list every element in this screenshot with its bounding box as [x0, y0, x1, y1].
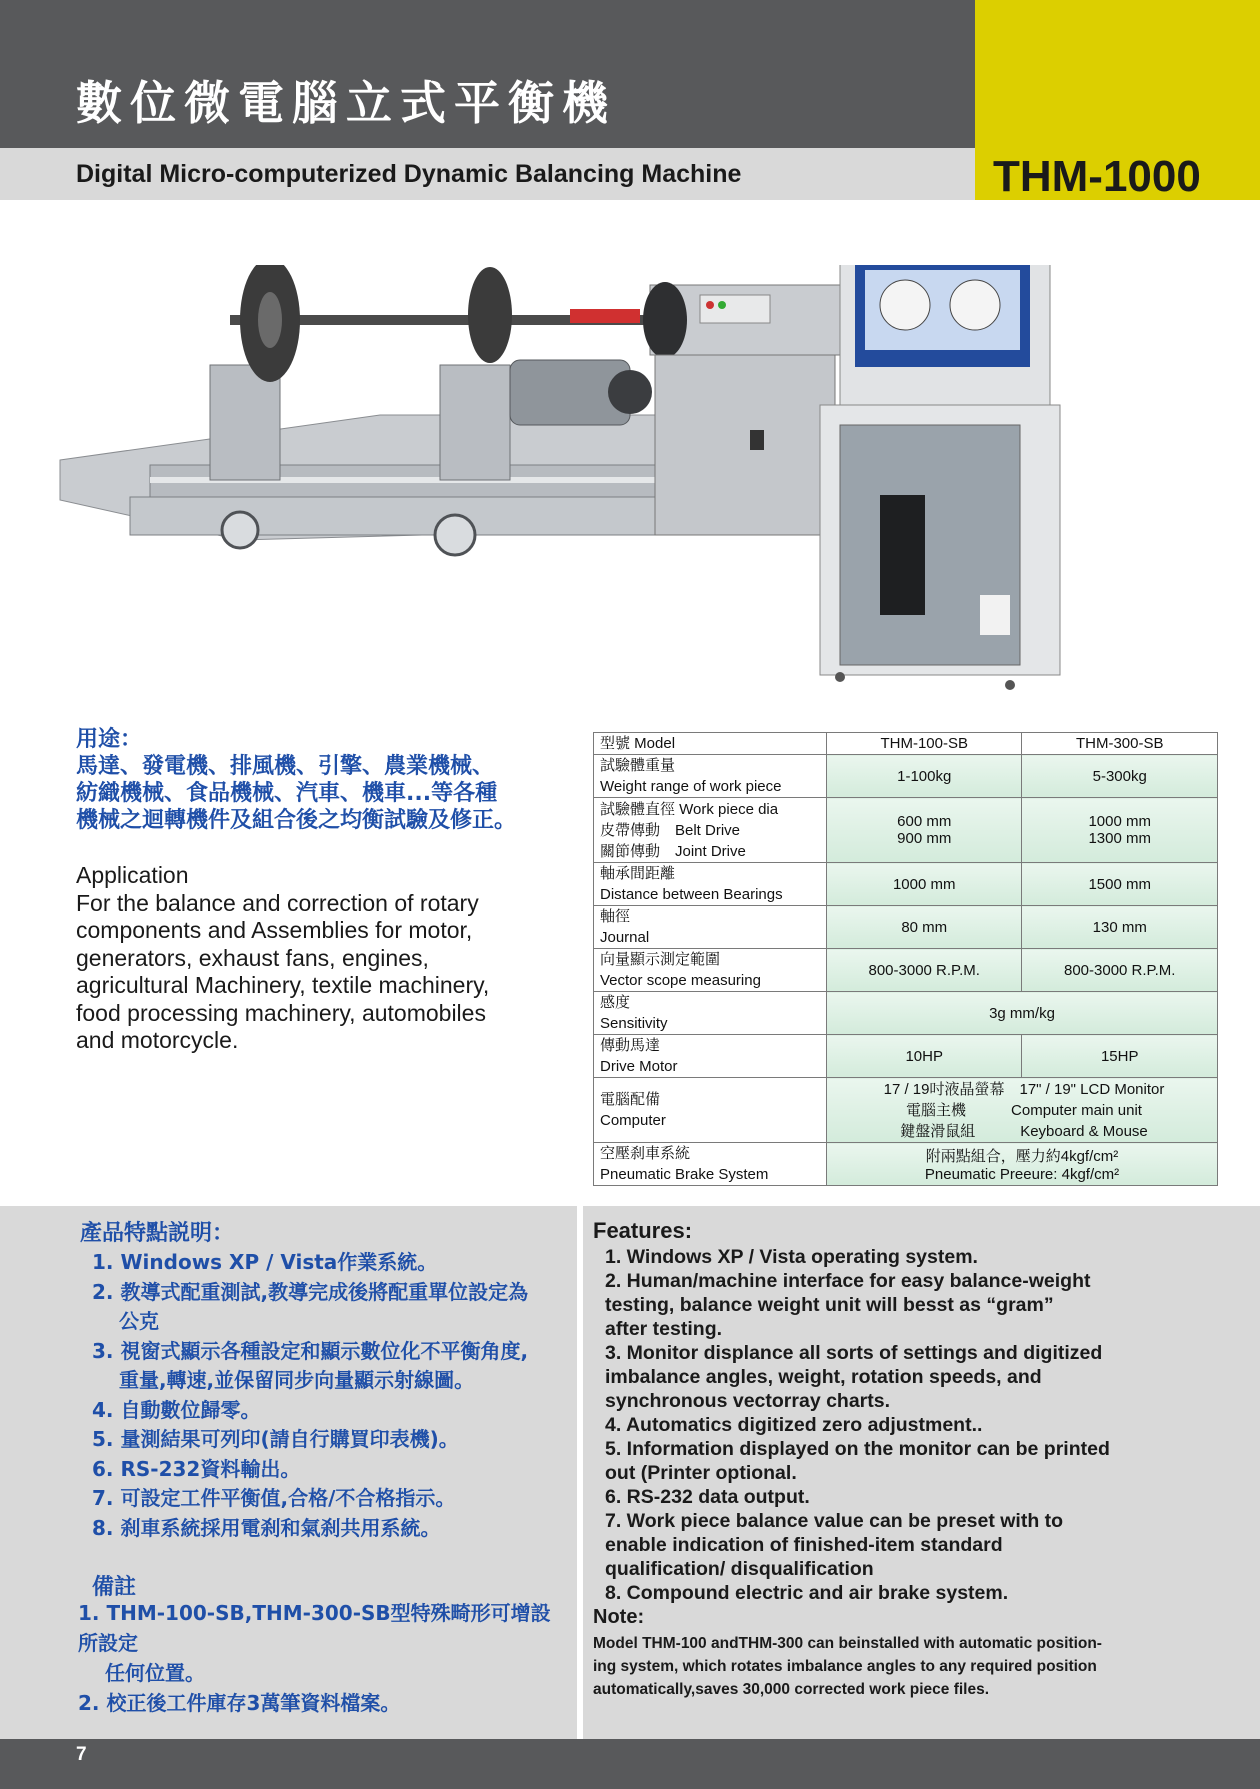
bearing-label: [594, 863, 827, 906]
spec-table: [593, 732, 1218, 1186]
weight-label-cn: 試驗體重量: [600, 757, 676, 774]
journal-label-en: Journal: [600, 929, 650, 946]
table-row: [594, 798, 1218, 863]
diameter-label: [594, 798, 827, 863]
sensitivity-label: [594, 992, 827, 1035]
footer-band: [0, 1739, 1260, 1789]
table-row: [594, 949, 1218, 992]
bearing-label-en: Distance between Bearings: [600, 886, 783, 903]
model-col-1: THM-100-SB: [827, 733, 1022, 755]
computer-line: 17 / 19吋液晶螢幕 17" / 19" LCD Monitor: [883, 1080, 1165, 1098]
note-cn-list: [78, 1598, 568, 1718]
diameter-1: [827, 798, 1022, 863]
bearing-2: 1500 mm: [1022, 863, 1218, 906]
list-item: 7. Work piece balance value can be preset with to: [605, 1510, 1064, 1532]
diameter-label-2: 皮帶傳動 Belt Drive: [600, 821, 741, 839]
journal-label: [594, 906, 827, 949]
table-row: [594, 992, 1218, 1035]
brake-label-cn: 空壓刹車系統: [600, 1145, 691, 1162]
list-item: 公克: [92, 1309, 159, 1333]
application-heading-en: Application: [76, 862, 189, 888]
application-line-en: components and Assemblies for motor,: [76, 917, 473, 943]
motor-label-en: Drive Motor: [600, 1058, 678, 1075]
weight-2: 5-300kg: [1022, 755, 1218, 798]
application-line-cn: 馬達、發電機、排風機、引擎、農業機械、: [76, 754, 495, 779]
diameter-1-joint: 900 mm: [897, 830, 952, 847]
brake-line: Pneumatic Preeure: 4kgf/cm²: [924, 1166, 1120, 1183]
list-item: 8. 刹車系統採用電刹和氣刹共用系統。: [92, 1515, 441, 1540]
features-cn-title: 產品特點説明：: [80, 1221, 235, 1246]
diameter-1-belt: 600 mm: [897, 813, 952, 830]
sensitivity-label-en: Sensitivity: [600, 1015, 668, 1032]
vector-label-cn: 向量顯示測定範圍: [600, 951, 721, 968]
note-line: Model THM-100 andTHM-300 can beinstalled with automatic position-: [593, 1635, 1102, 1652]
list-item: 3. 視窗式顯示各種設定和顯示數位化不平衡角度,: [92, 1338, 529, 1363]
application-line-en: agricultural Machinery, textile machinery,: [76, 972, 490, 998]
table-row: [594, 755, 1218, 798]
list-item: 4. 自動數位歸零。: [92, 1397, 261, 1422]
bearing-label-cn: 軸承間距離: [600, 865, 676, 882]
features-en-title: Features:: [593, 1218, 693, 1243]
motor-label-cn: 傳動馬達: [600, 1037, 661, 1054]
sensitivity-value: 3g mm/kg: [827, 992, 1218, 1035]
list-item: 6. RS-232 data output.: [605, 1486, 810, 1508]
list-item: 5. 量測結果可列印(請自行購買印表機)。: [92, 1427, 459, 1451]
list-item: 4. Automatics digitized zero adjustment..: [605, 1414, 983, 1436]
list-item: synchronous vectorray charts.: [605, 1390, 891, 1412]
computer-line: 電腦主機 Computer main unit: [906, 1101, 1142, 1119]
list-item: 2. 教導式配重測試,教導完成後將配重單位設定為: [92, 1279, 529, 1304]
table-row: [594, 863, 1218, 906]
application-chinese: [76, 726, 586, 834]
machine-photo: [50, 265, 1210, 705]
diameter-2-belt: 1000 mm: [1088, 813, 1151, 830]
table-row: [594, 1035, 1218, 1078]
list-item: 6. RS-232資料輸出。: [92, 1456, 301, 1481]
note-line: ing system, which rotates imbalance angles to any required position: [593, 1658, 1097, 1675]
table-row: [594, 1143, 1218, 1186]
page-number: 7: [76, 1744, 87, 1765]
note-line: automatically,saves 30,000 corrected work piece files.: [593, 1681, 990, 1698]
motor-1: 10HP: [827, 1035, 1022, 1078]
list-item: 2. 校正後工件庫存3萬筆資料檔案。: [78, 1691, 401, 1715]
computer-label-cn: 電腦配備: [600, 1091, 661, 1108]
diameter-2-joint: 1300 mm: [1088, 830, 1151, 847]
table-row: [594, 906, 1218, 949]
diameter-2: [1022, 798, 1218, 863]
list-item: 8. Compound electric and air brake system.: [605, 1582, 1009, 1604]
application-line-en: For the balance and correction of rotary: [76, 889, 479, 916]
list-item: qualification/ disqualification: [605, 1558, 874, 1580]
vector-label-en: Vector scope measuring: [600, 972, 761, 989]
computer-label: [594, 1078, 827, 1143]
features-en-list: [605, 1245, 1245, 1605]
journal-label-cn: 軸徑: [600, 908, 631, 925]
weight-1: 1-100kg: [827, 755, 1022, 798]
computer-value: [827, 1078, 1218, 1143]
computer-line: 鍵盤滑鼠組 Keyboard & Mouse: [900, 1122, 1148, 1140]
brake-label: [594, 1143, 827, 1186]
diameter-label-3: 關節傳動 Joint Drive: [600, 842, 746, 860]
list-item: out (Printer optional.: [605, 1462, 797, 1484]
computer-label-en: Computer: [600, 1112, 666, 1129]
journal-2: 130 mm: [1022, 906, 1218, 949]
list-item: after testing.: [605, 1318, 723, 1340]
header-yellow-block: [975, 0, 1260, 148]
page-title-english: Digital Micro-computerized Dynamic Balancing Machine: [76, 160, 742, 188]
table-row: [594, 1078, 1218, 1143]
weight-label-en: Weight range of work piece: [600, 778, 782, 795]
model-col-2: THM-300-SB: [1022, 733, 1218, 755]
list-item: 1. THM-100-SB,THM-300-SB型特殊畸形可增設所設定: [78, 1601, 551, 1655]
application-line-en: and motorcycle.: [76, 1027, 239, 1053]
table-row: [594, 733, 1218, 755]
model-code: THM-1000: [993, 152, 1201, 201]
application-english: [76, 862, 586, 1055]
list-item: 1. Windows XP / Vista作業系統。: [92, 1250, 438, 1274]
bearing-1: 1000 mm: [827, 863, 1022, 906]
list-item: 2. Human/machine interface for easy balance-weight: [605, 1270, 1091, 1292]
brake-line: 附兩點組合，壓力約4kgf/cm²: [925, 1148, 1119, 1165]
note-en-text: [593, 1632, 1223, 1701]
journal-1: 80 mm: [827, 906, 1022, 949]
list-item: enable indication of finished-item standard: [605, 1534, 1003, 1556]
list-item: 3. Monitor displance all sorts of settings and digitized: [605, 1342, 1103, 1364]
list-item: 1. Windows XP / Vista operating system.: [605, 1246, 978, 1268]
application-line-cn: 紡織機械、食品機械、汽車、機車...等各種: [76, 781, 498, 806]
list-item: 重量,轉速,並保留同步向量顯示射線圖。: [92, 1368, 475, 1392]
sensitivity-label-cn: 感度: [600, 994, 631, 1011]
weight-label: [594, 755, 827, 798]
diameter-label-1: 試驗體直徑 Work piece dia: [600, 800, 779, 818]
vector-label: [594, 949, 827, 992]
application-line-cn: 機械之迴轉機件及組合後之均衡試驗及修正。: [76, 808, 517, 833]
motor-2: 15HP: [1022, 1035, 1218, 1078]
vector-2: 800-3000 R.P.M.: [1022, 949, 1218, 992]
page-title-chinese: 數位微電腦立式平衡機: [76, 76, 616, 130]
features-cn-list: [92, 1248, 572, 1543]
list-item: testing, balance weight unit will besst as “gram”: [605, 1294, 1054, 1316]
motor-label: [594, 1035, 827, 1078]
list-item: 5. Information displayed on the monitor can be printed: [605, 1438, 1110, 1460]
brake-value: [827, 1143, 1218, 1186]
model-label: 型號 Model: [594, 733, 827, 755]
vector-1: 800-3000 R.P.M.: [827, 949, 1022, 992]
list-item: 任何位置。: [78, 1661, 205, 1685]
application-line-en: generators, exhaust fans, engines,: [76, 944, 429, 971]
list-item: imbalance angles, weight, rotation speeds, and: [605, 1366, 1042, 1388]
application-line-en: food processing machinery, automobiles: [76, 999, 486, 1026]
list-item: 7. 可設定工件平衡值,合格/不合格指示。: [92, 1486, 456, 1510]
brake-label-en: Pneumatic Brake System: [600, 1166, 769, 1183]
application-heading-cn: 用途：: [76, 727, 143, 752]
note-cn-title: 備註: [92, 1575, 137, 1600]
note-en-title: Note:: [593, 1606, 645, 1628]
